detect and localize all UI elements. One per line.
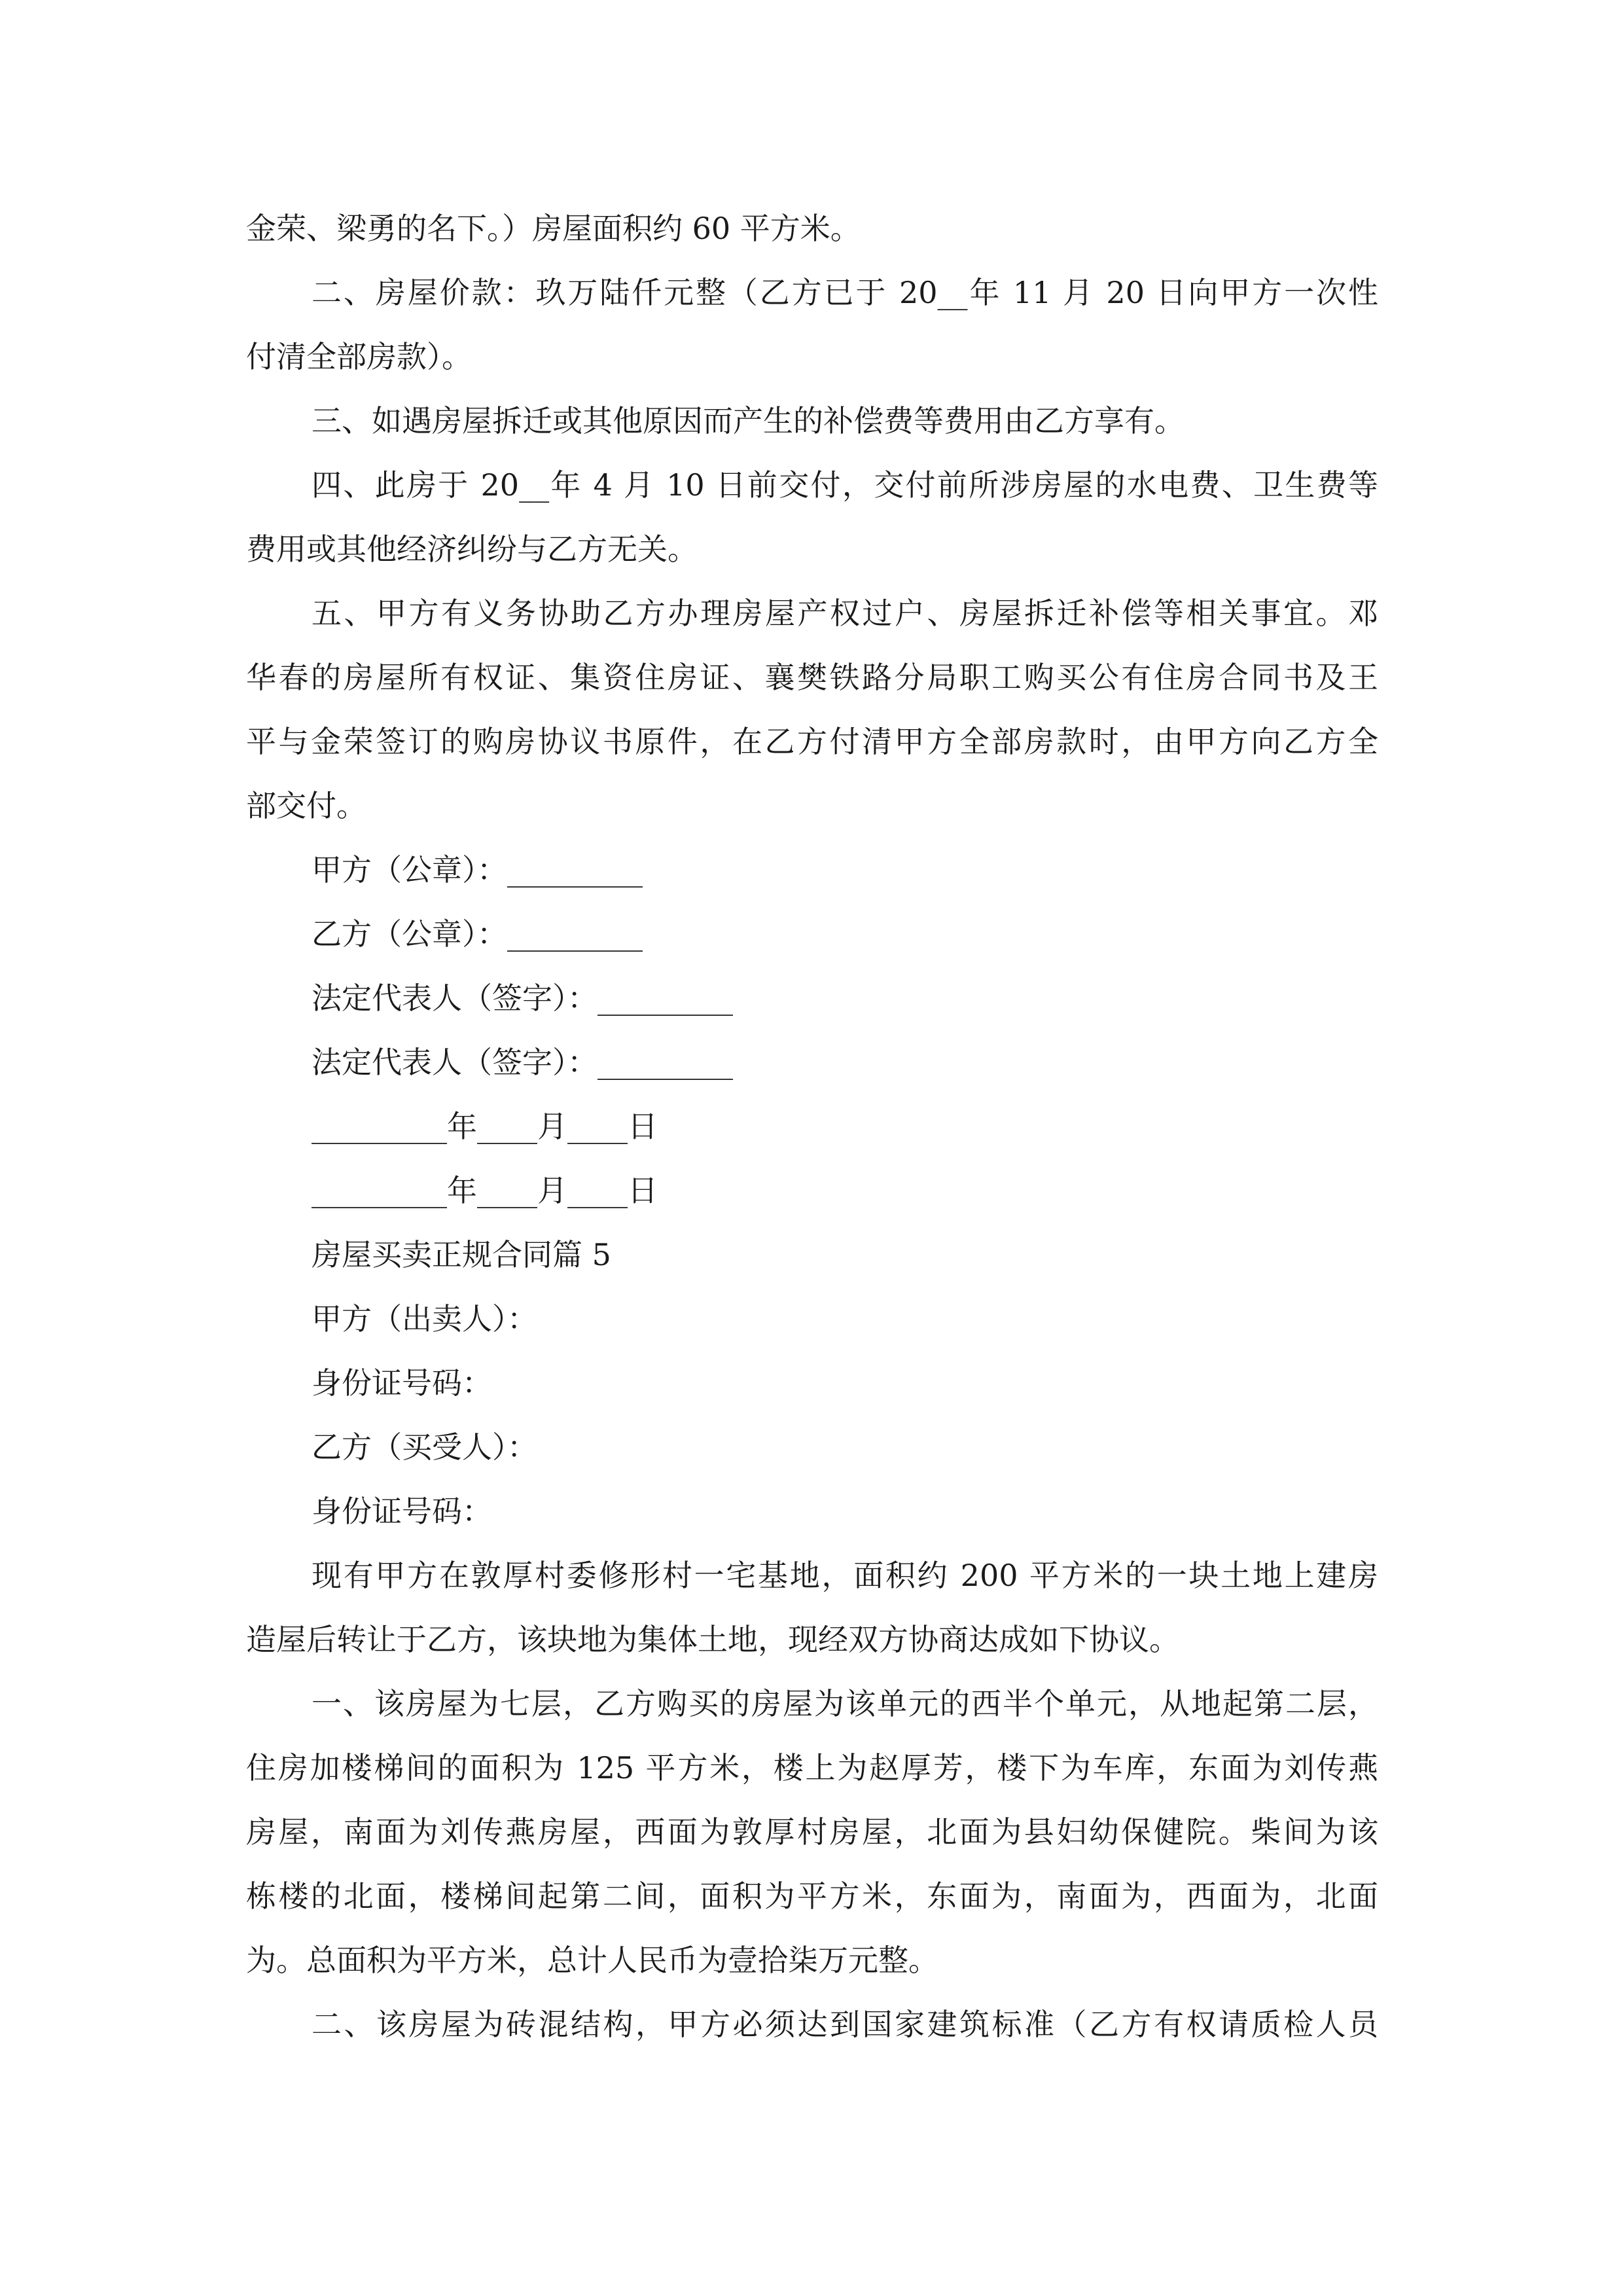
document-line: 五、甲方有义务协助乙方办理房屋产权过户、房屋拆迁补偿等相关事宜。邓	[312, 596, 1378, 631]
document-body	[246, 196, 1378, 2056]
document-line: 二、该房屋为砖混结构，甲方必须达到国家建筑标准（乙方有权请质检人员	[312, 2007, 1378, 2042]
document-line: _________年____月____日	[312, 1109, 658, 1144]
document-line: 四、此房于 20__年 4 月 10 日前交付，交付前所涉房屋的水电费、卫生费等	[312, 467, 1378, 503]
document-line: 乙方（买受人）：	[312, 1429, 537, 1465]
document-line: 住房加楼梯间的面积为 125 平方米，楼上为赵厚芳，楼下为车库，东面为刘传燕	[246, 1750, 1378, 1785]
document-line: 二、房屋价款：玖万陆仟元整（乙方已于 20__年 11 月 20 日向甲方一次性	[312, 275, 1378, 310]
document-line: 房屋买卖正规合同篇 5	[312, 1237, 611, 1272]
document-line: 部交付。	[246, 788, 366, 823]
document-line: 华春的房屋所有权证、集资住房证、襄樊铁路分局职工购买公有住房合同书及王	[246, 660, 1378, 695]
document-line: 费用或其他经济纠纷与乙方无关。	[246, 531, 698, 567]
document-line: 三、如遇房屋拆迁或其他原因而产生的补偿费等费用由乙方享有。	[312, 403, 1185, 439]
document-line: 身份证号码：	[312, 1494, 492, 1529]
document-line: 甲方（公章）：_________	[312, 852, 643, 888]
document-line: 法定代表人（签字）：_________	[312, 980, 733, 1016]
document-line: 栋楼的北面，楼梯间起第二间，面积为平方米，东面为，南面为，西面为，北面	[246, 1878, 1378, 1914]
document-line: 一、该房屋为七层，乙方购买的房屋为该单元的西半个单元，从地起第二层，	[312, 1686, 1378, 1721]
document-line: _________年____月____日	[312, 1173, 658, 1208]
document-line: 乙方（公章）：_________	[312, 916, 643, 952]
document-line: 甲方（出卖人）：	[312, 1301, 537, 1336]
document-line: 平与金荣签订的购房协议书原件，在乙方付清甲方全部房款时，由甲方向乙方全	[246, 724, 1378, 759]
document-line: 为。总面积为平方米，总计人民币为壹拾柒万元整。	[246, 1943, 938, 1978]
document-line: 法定代表人（签字）：_________	[312, 1045, 733, 1080]
document-line: 现有甲方在敦厚村委修形村一宅基地，面积约 200 平方米的一块土地上建房	[312, 1558, 1378, 1593]
document-line: 房屋，南面为刘传燕房屋，西面为敦厚村房屋，北面为县妇幼保健院。柴间为该	[246, 1814, 1378, 1850]
document-line: 金荣、梁勇的名下。）房屋面积约 60 平方米。	[246, 211, 861, 246]
document-line: 造屋后转让于乙方，该块地为集体土地，现经双方协商达成如下协议。	[246, 1622, 1179, 1657]
document-line: 身份证号码：	[312, 1365, 492, 1401]
document-line: 付清全部房款）。	[246, 339, 472, 374]
